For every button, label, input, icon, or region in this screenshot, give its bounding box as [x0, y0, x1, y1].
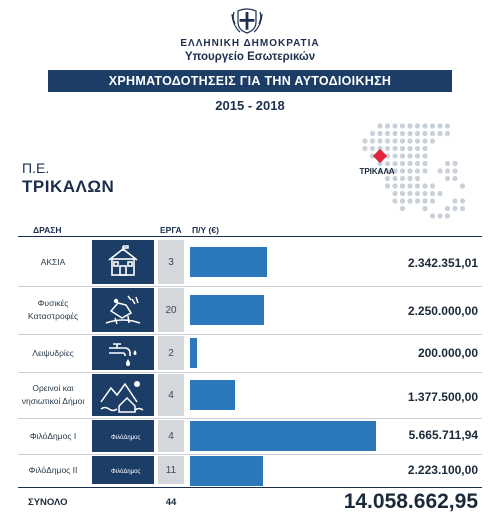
map-dot: [422, 168, 427, 173]
map-dot: [400, 161, 405, 166]
map-dot: [445, 176, 450, 181]
map-dot: [422, 183, 427, 188]
map-dot: [422, 123, 427, 128]
map-dot: [430, 198, 435, 203]
row-divider: [18, 418, 482, 419]
map-dot: [415, 191, 420, 196]
map-dot: [407, 146, 412, 151]
map-dot: [445, 213, 450, 218]
regional-unit-prefix: Π.Ε.: [22, 160, 50, 176]
map-dot: [422, 206, 427, 211]
row-amount: 200.000,00: [417, 346, 478, 360]
map-dot: [385, 161, 390, 166]
map-dot: [407, 198, 412, 203]
map-dot: [400, 153, 405, 158]
row-label: ΦιλόΔημος I: [29, 430, 77, 441]
map-dot: [392, 153, 397, 158]
water-tap-icon: [105, 338, 141, 368]
map-dot: [407, 183, 412, 188]
header-projects: ΕΡΓΑ: [160, 225, 182, 235]
row-icon-tile: [92, 240, 154, 284]
map-dot: [400, 191, 405, 196]
map-dot: [452, 161, 457, 166]
map-dot: [407, 138, 412, 143]
natural-disaster-icon: [102, 291, 144, 329]
mountain-island-icon: [99, 376, 147, 414]
row-icon-tile: [92, 456, 154, 484]
map-dot: [415, 161, 420, 166]
budget-bar: [190, 421, 376, 451]
map-dot: [362, 138, 367, 143]
map-dot: [392, 146, 397, 151]
greece-dot-map: [330, 118, 490, 243]
row-icon-tile: [92, 336, 154, 370]
row-amount: 2.342.351,01: [407, 256, 478, 270]
map-dot: [392, 131, 397, 136]
row-amount: 2.223.100,00: [407, 463, 478, 477]
map-dot: [400, 206, 405, 211]
map-dot: [415, 153, 420, 158]
map-dot: [430, 138, 435, 143]
map-dot: [452, 198, 457, 203]
map-dot: [460, 206, 465, 211]
map-dot: [362, 146, 367, 151]
map-dot: [445, 206, 450, 211]
row-project-count: 4: [158, 420, 184, 452]
greek-coat-of-arms-icon: [230, 2, 264, 36]
row-amount: 5.665.711,94: [408, 428, 478, 442]
map-dot: [400, 176, 405, 181]
map-dot: [430, 123, 435, 128]
map-dot: [422, 198, 427, 203]
map-dot: [392, 198, 397, 203]
row-label: ΦιλόΔημος II: [28, 464, 78, 475]
logo-text: ΦιλόΔημος: [111, 469, 141, 475]
map-dot: [430, 183, 435, 188]
row-icon-tile: [92, 288, 154, 332]
map-dot: [385, 183, 390, 188]
row-label: ΑΚΣΙΑ: [40, 256, 66, 267]
map-dot: [400, 183, 405, 188]
map-dot: [392, 161, 397, 166]
map-dot: [422, 191, 427, 196]
row-icon-tile: [92, 374, 154, 416]
row-divider: [18, 286, 482, 287]
row-project-count: 3: [158, 240, 184, 284]
budget-bar: [190, 380, 235, 410]
row-label: Φυσικές Καταστροφές: [27, 298, 79, 321]
map-dot: [422, 138, 427, 143]
map-dot: [452, 176, 457, 181]
row-divider: [18, 372, 482, 373]
map-dot: [370, 131, 375, 136]
map-dot: [400, 138, 405, 143]
total-amount: 14.058.662,95: [343, 490, 478, 513]
map-dot: [437, 191, 442, 196]
map-dot: [385, 176, 390, 181]
map-dot: [377, 131, 382, 136]
row-project-count: 4: [158, 374, 184, 416]
map-dot: [407, 123, 412, 128]
map-dot: [422, 161, 427, 166]
row-divider: [18, 454, 482, 455]
row-label: Λειψυδρίες: [32, 347, 74, 358]
map-dot: [460, 183, 465, 188]
row-icon-tile: [92, 420, 154, 452]
map-dot: [407, 191, 412, 196]
budget-bar: [190, 247, 267, 277]
map-dot: [415, 176, 420, 181]
map-dot: [452, 206, 457, 211]
map-dot: [437, 123, 442, 128]
map-dot: [385, 146, 390, 151]
map-dot: [445, 168, 450, 173]
republic-title: ΕΛΛΗΝΙΚΗ ΔΗΜΟΚΡΑΤΙΑ: [180, 38, 320, 49]
map-dot: [415, 146, 420, 151]
map-dot: [400, 146, 405, 151]
map-dot: [445, 131, 450, 136]
map-dot: [407, 176, 412, 181]
map-dot: [415, 123, 420, 128]
row-project-count: 20: [158, 288, 184, 332]
row-amount: 1.377.500,00: [407, 390, 478, 404]
map-dot: [415, 138, 420, 143]
map-dot: [377, 138, 382, 143]
map-dot: [400, 131, 405, 136]
trikala-marker-icon: [373, 149, 387, 163]
row-project-count: 2: [158, 336, 184, 370]
budget-bar: [190, 456, 263, 486]
row-label: Ορεινοί και νησιωτικοί Δήμοι: [21, 383, 85, 406]
row-divider: [18, 334, 482, 335]
header-action: ΔΡΑΣΗ: [33, 225, 62, 235]
map-dot: [422, 153, 427, 158]
regional-unit-name: ΤΡΙΚΑΛΩΝ: [22, 177, 115, 196]
total-label: ΣΥΝΟΛΟ: [28, 497, 68, 508]
ministry-title: Υπουργείο Εσωτερικών: [184, 51, 316, 63]
filodimos-logo-icon: [97, 422, 149, 450]
map-dot: [415, 183, 420, 188]
header-budget: Π/Υ (€): [192, 225, 219, 235]
map-dot: [407, 153, 412, 158]
budget-bar: [190, 295, 264, 325]
banner-title: ΧΡΗΜΑΤΟΔΟΤΗΣΕΙΣ ΓΙΑ ΤΗΝ ΑΥΤΟΔΙΟΙΚΗΣΗ: [48, 70, 452, 92]
map-dot: [392, 183, 397, 188]
map-dot: [437, 168, 442, 173]
map-dot: [430, 213, 435, 218]
total-divider: [18, 487, 482, 488]
years-range: 2015 - 2018: [215, 98, 285, 113]
row-project-count: 11: [158, 456, 184, 484]
school-building-icon: [103, 244, 143, 280]
map-dot: [415, 131, 420, 136]
map-dot: [415, 168, 420, 173]
map-dot: [385, 131, 390, 136]
map-dot: [370, 146, 375, 151]
map-dot: [392, 123, 397, 128]
map-dot: [415, 198, 420, 203]
budget-bar: [190, 338, 197, 368]
map-dot: [422, 146, 427, 151]
map-dot: [437, 213, 442, 218]
map-dot: [400, 123, 405, 128]
map-dot: [422, 131, 427, 136]
map-dot: [385, 123, 390, 128]
map-dot: [392, 138, 397, 143]
map-dot: [430, 191, 435, 196]
map-dot: [407, 168, 412, 173]
map-dot: [392, 176, 397, 181]
filodimos-logo-icon: [97, 457, 149, 483]
logo-text: ΦιλόΔημος: [111, 435, 141, 441]
map-dot: [437, 131, 442, 136]
map-dot: [460, 198, 465, 203]
map-dot: [400, 168, 405, 173]
total-project-count: 44: [165, 497, 177, 508]
map-dot: [445, 123, 450, 128]
header-divider: [18, 236, 482, 237]
map-dot: [385, 138, 390, 143]
map-dot: [370, 138, 375, 143]
map-dot: [407, 131, 412, 136]
map-dot: [377, 123, 382, 128]
map-dot: [407, 161, 412, 166]
map-location-label: ΤΡΙΚΑΛΑ: [359, 167, 395, 176]
map-dot: [452, 168, 457, 173]
map-dot: [400, 198, 405, 203]
map-dot: [430, 131, 435, 136]
map-dot: [392, 191, 397, 196]
row-amount: 2.250.000,00: [407, 304, 478, 318]
map-dot: [445, 161, 450, 166]
